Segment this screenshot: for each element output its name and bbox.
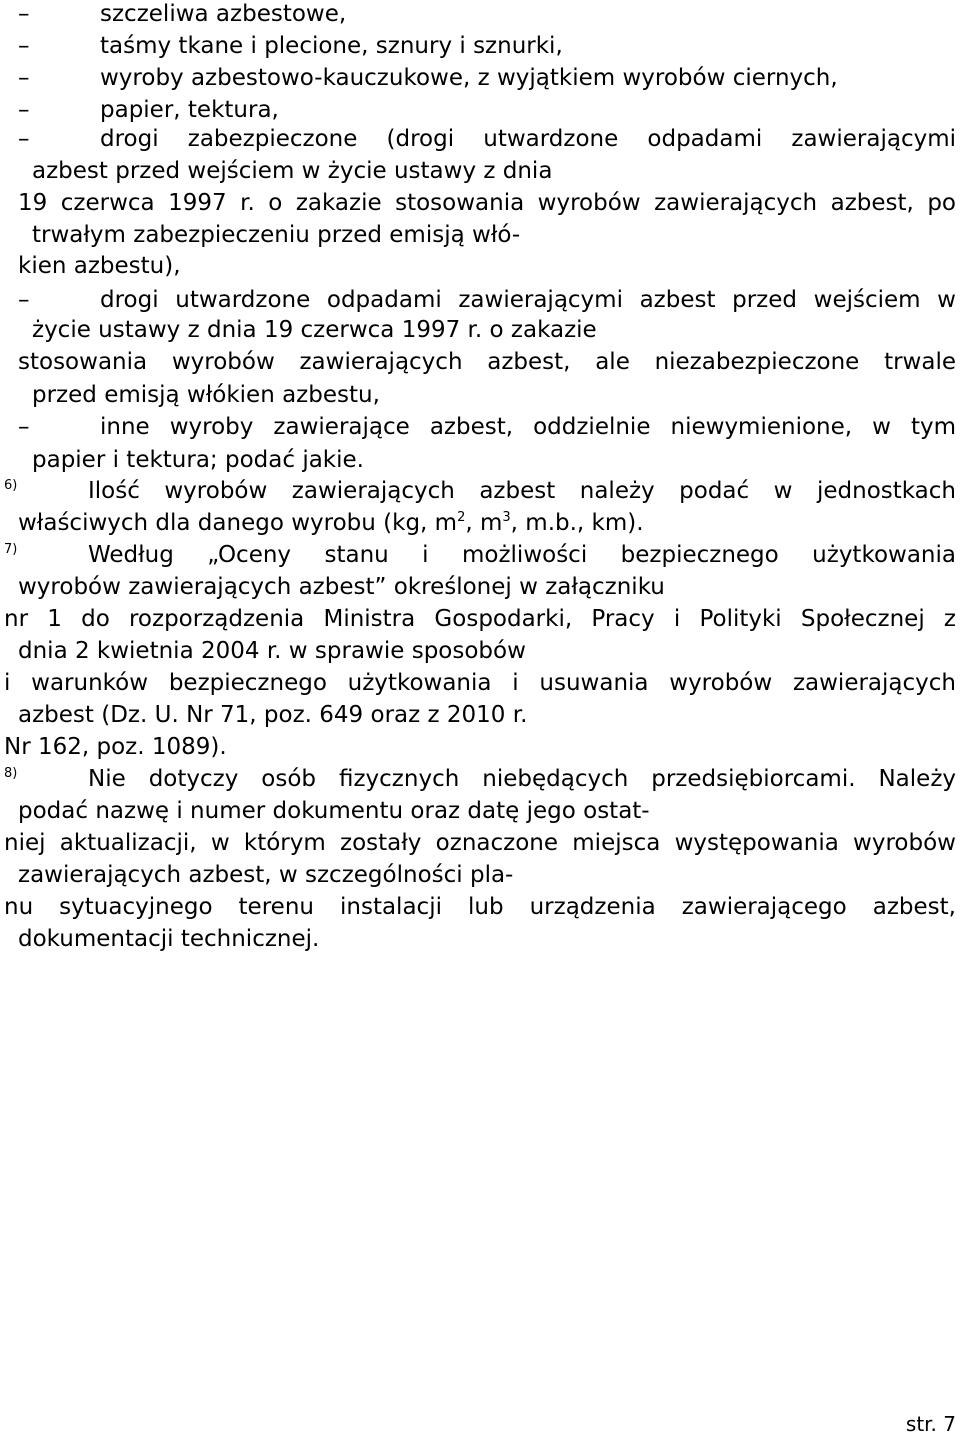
footnote-7-text: nr 1 do rozporządzenia Ministra Gospodarki, Pracy i Polityki Społecznej z [4, 606, 956, 632]
list-item-text: przed emisją włókien azbestu, [32, 382, 380, 408]
list-dash: – [18, 33, 30, 59]
footnote-6-text: Ilość wyrobów zawierających azbest należy podać w jednostkach [88, 478, 956, 504]
list-item-text: stosowania wyrobów zawierających azbest, ale niezabezpieczone trwale [18, 349, 956, 375]
list-item-text: taśmy tkane i plecione, sznury i sznurki, [100, 33, 563, 59]
list-item-text: trwałym zabezpieczeniu przed emisją włó- [32, 222, 521, 248]
footnote-7-text: Według „Oceny stanu i możliwości bezpiecznego użytkowania [88, 542, 956, 568]
footnote-8-text: Nie dotyczy osób fizycznych niebędących przedsiębiorcami. Należy [88, 766, 956, 792]
footnote-marker-8: 8) [4, 766, 18, 781]
footnote-7-text: i warunków bezpiecznego użytkowania i usuwania wyrobów zawierających [4, 670, 956, 696]
footnote-marker-6: 6) [4, 478, 18, 493]
list-dash: – [18, 1, 30, 27]
footnote-7-text: azbest (Dz. U. Nr 71, poz. 649 oraz z 2010 r. [18, 702, 528, 728]
footnote-8-text: dokumentacji technicznej. [18, 926, 320, 952]
footnote-7-text: Nr 162, poz. 1089). [4, 734, 227, 760]
footnote-8-text: zawierających azbest, w szczególności pla- [18, 862, 514, 888]
list-item-text: życie ustawy z dnia 19 czerwca 1997 r. o zakazie [32, 317, 597, 343]
list-item-text: papier, tektura, [100, 97, 279, 123]
list-item-text: kien azbestu), [18, 253, 181, 279]
list-item-text: papier i tektura; podać jakie. [32, 447, 364, 473]
list-dash: – [18, 65, 30, 91]
list-dash: – [18, 287, 30, 313]
list-item-text: szczeliwa azbestowe, [100, 1, 347, 27]
footnote-8-text: nu sytuacyjnego terenu instalacji lub urządzenia zawierającego azbest, [4, 894, 956, 920]
footnote-6-text: właściwych dla danego wyrobu (kg, $m^2$, $m^3$, m.b., km). [18, 510, 644, 536]
page-number: str. 7 [905, 1412, 956, 1436]
footnote-8-text: podać nazwę i numer dokumentu oraz datę jego ostat- [18, 798, 650, 824]
footnote-7-text: dnia 2 kwietnia 2004 r. w sprawie sposobów [18, 638, 526, 664]
list-item-text: inne wyroby zawierające azbest, oddzielnie niewymienione, w tym [100, 414, 956, 440]
list-item-text: drogi zabezpieczone (drogi utwardzone odpadami zawierającymi [100, 126, 956, 152]
list-item-text: azbest przed wejściem w życie ustawy z dnia [32, 158, 553, 184]
list-item-text: 19 czerwca 1997 r. o zakazie stosowania wyrobów zawierających azbest, po [18, 190, 956, 216]
footnote-8-text: niej aktualizacji, w którym zostały oznaczone miejsca występowania wyrobów [4, 830, 956, 856]
list-item-text: wyroby azbestowo-kauczukowe, z wyjątkiem wyrobów ciernych, [100, 65, 838, 91]
list-dash: – [18, 414, 30, 440]
list-dash: – [18, 97, 30, 123]
list-dash: – [18, 126, 30, 152]
list-item-text: drogi utwardzone odpadami zawierającymi azbest przed wejściem w [100, 287, 956, 313]
footnote-7-text: wyrobów zawierających azbest” określonej w załączniku [18, 574, 665, 600]
footnote-marker-7: 7) [4, 542, 18, 557]
